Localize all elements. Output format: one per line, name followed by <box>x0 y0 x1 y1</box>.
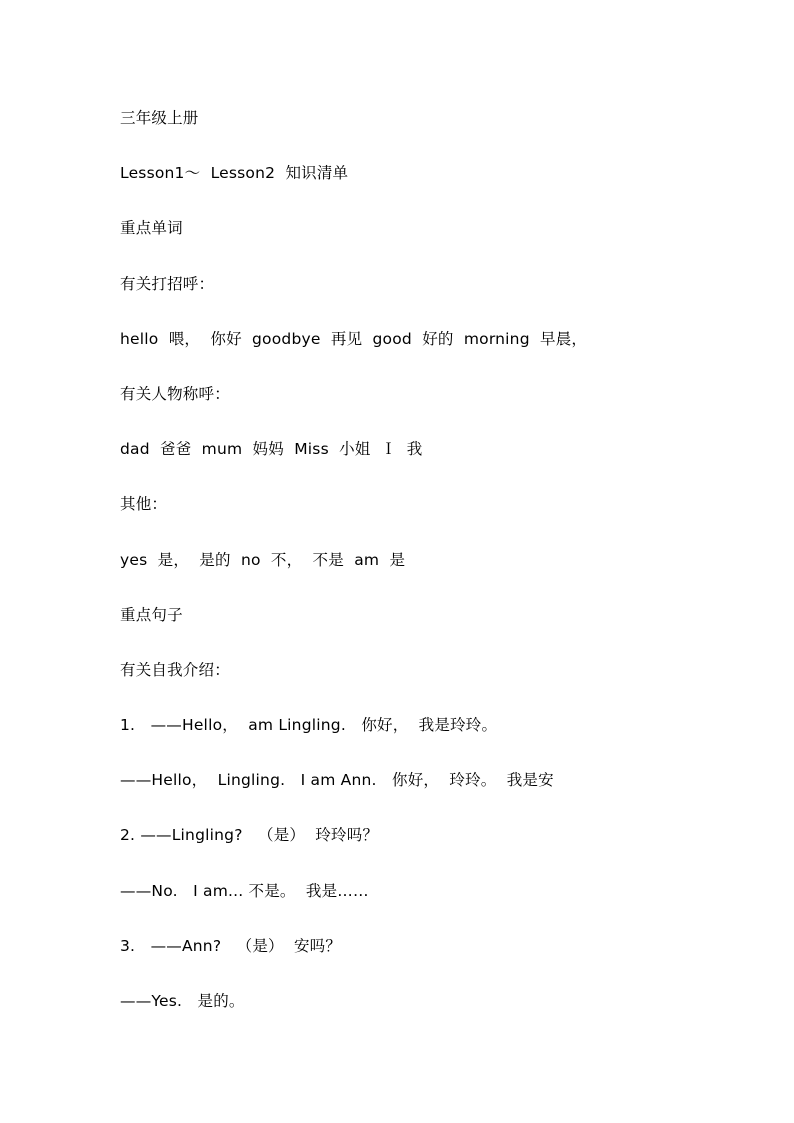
section-heading-key-sentences: 重点句子 <box>120 605 183 624</box>
greetings-vocab-line: hello 喂， 你好 goodbye 再见 good 好的 morning 早晨， <box>120 329 588 348</box>
subheading-self-introduction: 有关自我介绍： <box>120 660 230 679</box>
lesson-title: Lesson1～ Lesson2 知识清单 <box>120 164 349 183</box>
dialogue-3-line-1: 3. ——Ann? （是） 安吗？ <box>120 936 342 955</box>
grade-heading: 三年级上册 <box>120 109 199 127</box>
dialogue-1-line-2: ——Hello， Lingling. I am Ann. 你好， 玲玲。 我是安 <box>120 771 554 790</box>
address-vocab-line: dad 爸爸 mum 妈妈 Miss 小姐 Ｉ 我 <box>120 440 423 459</box>
dialogue-2-line-1: 2. ——Lingling? （是） 玲玲吗？ <box>120 826 379 845</box>
section-heading-key-words: 重点单词 <box>120 219 183 238</box>
others-vocab-line: yes 是， 是的 no 不， 不是 am 是 <box>120 550 406 569</box>
document-body <box>120 103 740 1041</box>
dialogue-1-line-1: 1. ——Hello， am Lingling. 你好， 我是玲玲。 <box>120 716 498 735</box>
subheading-others: 其他： <box>120 495 168 514</box>
dialogue-3-line-2: ——Yes. 是的。 <box>120 992 245 1010</box>
subheading-forms-of-address: 有关人物称呼： <box>120 384 230 403</box>
dialogue-2-line-2: ——No. I am... 不是。 我是…… <box>120 881 369 900</box>
subheading-greetings: 有关打招呼： <box>120 274 215 293</box>
